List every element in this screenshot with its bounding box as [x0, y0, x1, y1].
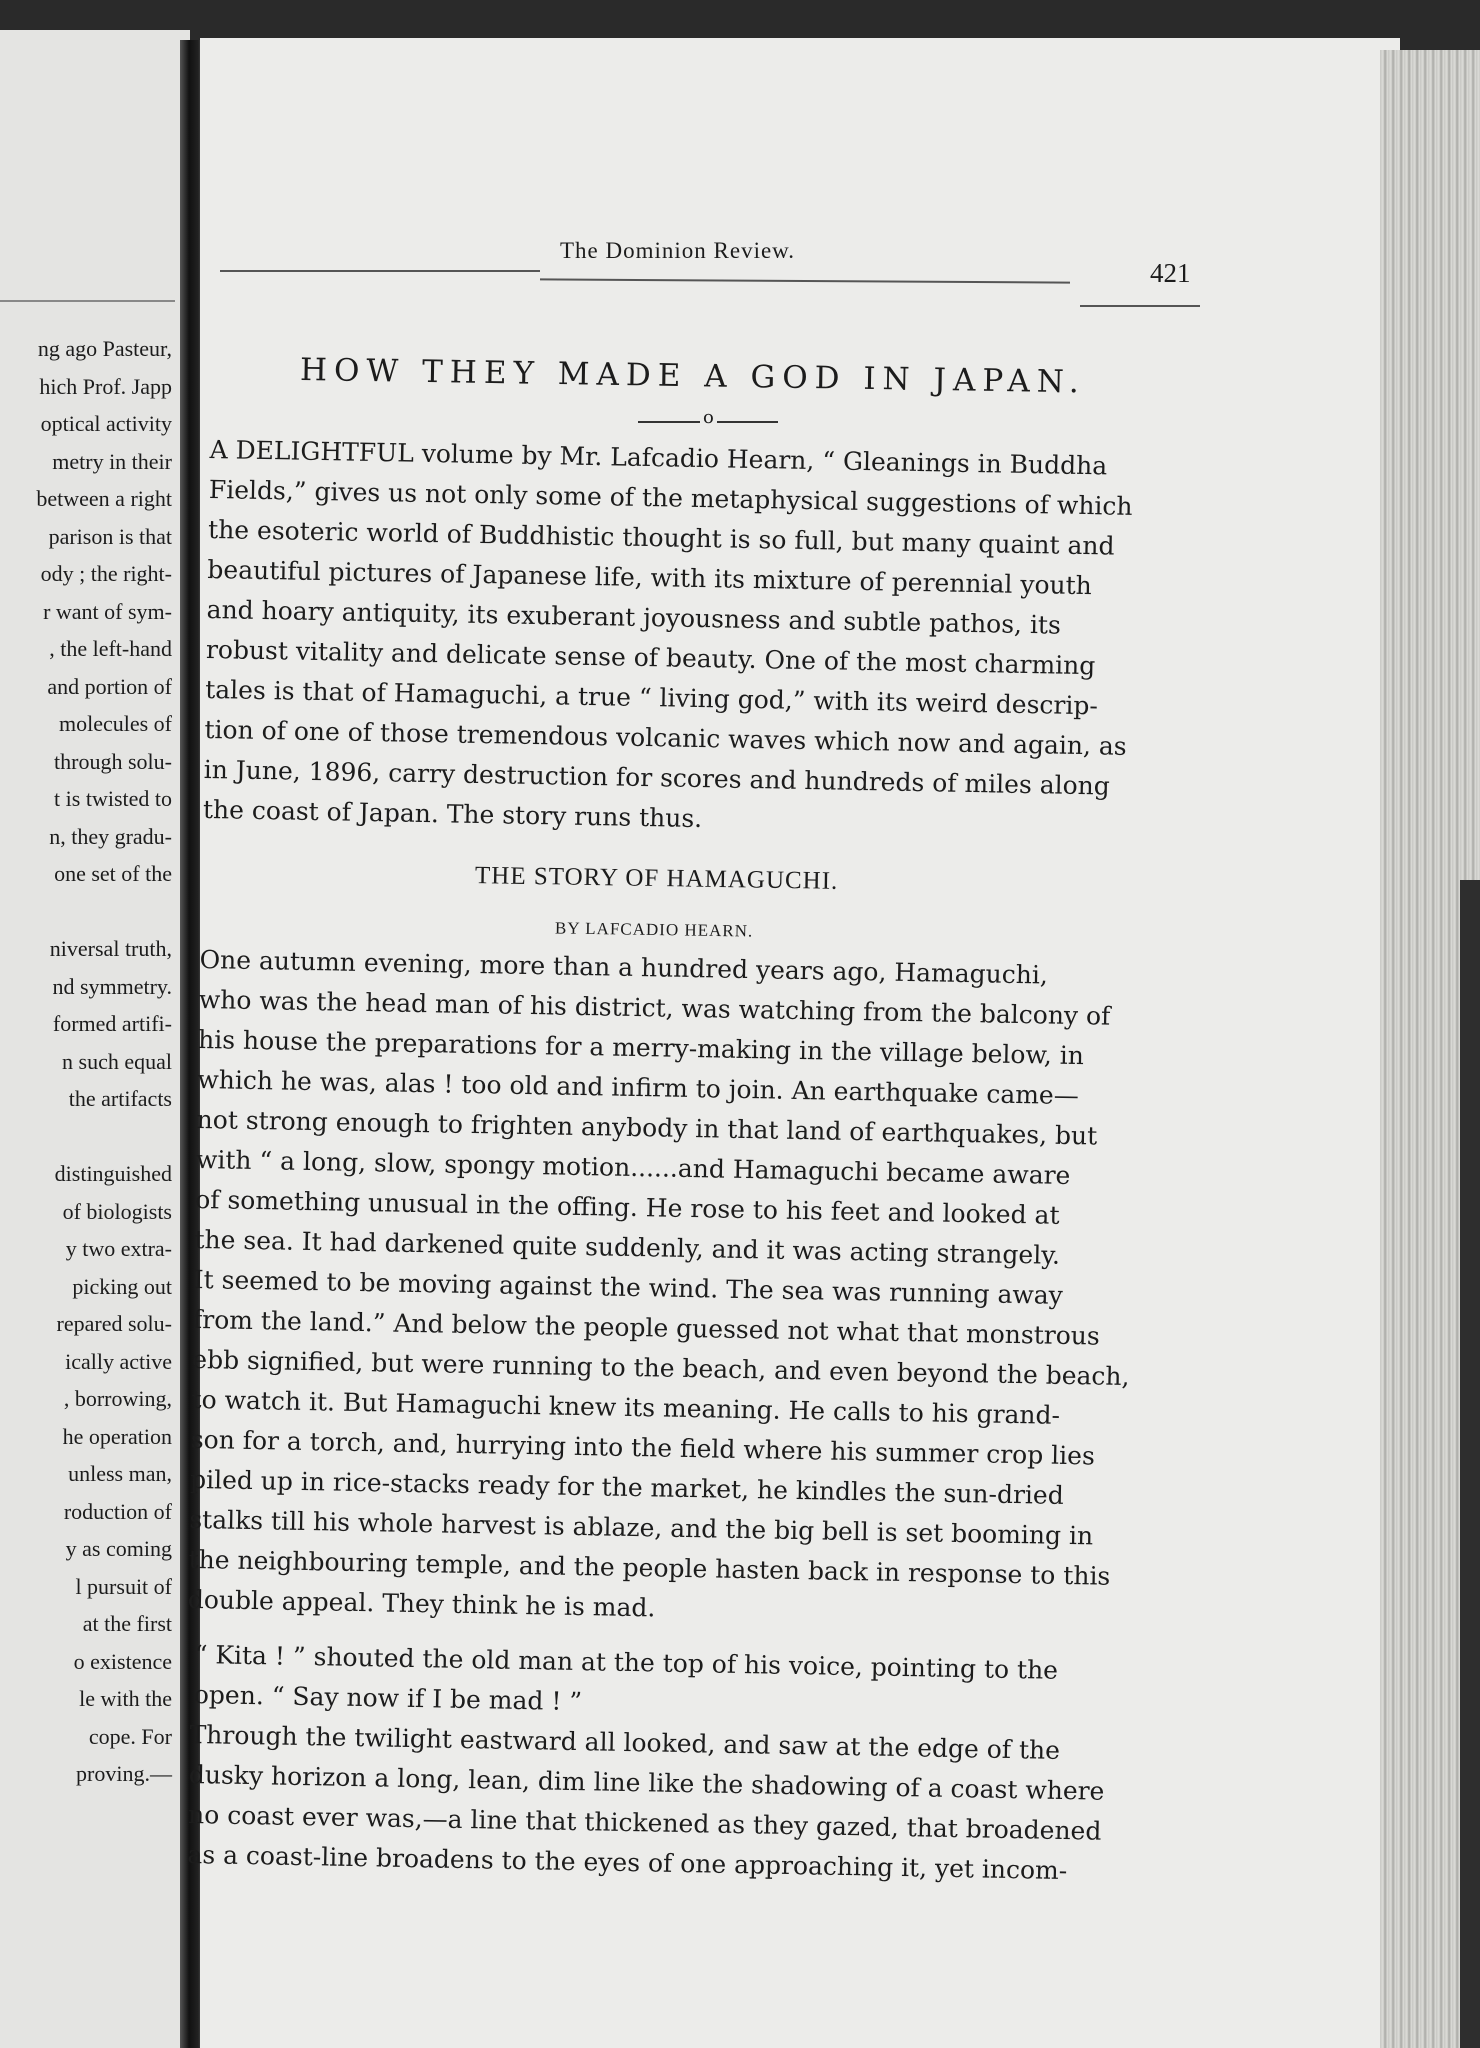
text-line: from the land.” And below the people guessed not what that monstrous [192, 1304, 1100, 1351]
story-byline: BY LAFCADIO HEARN. [554, 918, 754, 941]
article-title: HOW THEY MADE A GOD IN JAPAN. [299, 352, 1087, 401]
title-ornament [638, 415, 778, 429]
text-line: beautiful pictures of Japanese life, with its mixture of perennial youth [207, 554, 1093, 601]
text-line: tion of one of those tremendous volcanic waves which now and again, as [204, 714, 1127, 761]
left-facing-page [0, 30, 190, 2048]
text-line: Through the twilight eastward all looked, and saw at the edge of the [189, 1719, 1061, 1765]
left-page-line: proving.— [76, 1761, 172, 1786]
left-page-line: molecules of [58, 711, 172, 736]
left-page-line: ody ; the right- [40, 561, 172, 586]
text-line: open. “ Say now if I be mad ! ” [193, 1679, 583, 1717]
text-line: the coast of Japan. The story runs thus. [202, 794, 703, 834]
left-page-line: unless man, [68, 1461, 172, 1486]
text-line: It seemed to be moving against the wind. The sea was running away [193, 1264, 1064, 1310]
left-page-line: y two extra- [65, 1236, 172, 1261]
text-line: who was the head man of his district, was watching from the balcony of [198, 984, 1111, 1031]
text-line: of something unusual in the offing. He rose to his feet and looked at [194, 1184, 1060, 1230]
left-page-line: , the left-hand [49, 636, 172, 661]
text-line: his house the preparations for a merry-making in the village below, in [197, 1024, 1085, 1071]
left-page-line: metry in their [52, 448, 172, 474]
text-line: stalks till his whole harvest is ablaze, and the big bell is set booming in [189, 1504, 1094, 1551]
story-paragraph-1 [188, 940, 1200, 1638]
left-page-line: of biologists [62, 1198, 172, 1224]
left-page-line: between a right [36, 486, 172, 511]
left-page-line: o existence [73, 1648, 172, 1674]
left-page-line: , borrowing, [63, 1386, 172, 1411]
intro-paragraph [203, 430, 1200, 848]
text-line: which he was, alas ! too old and infirm to join. An earthquake came— [197, 1064, 1080, 1111]
left-page-header-rule [0, 300, 175, 302]
text-line: “ Kita ! ” shouted the old man at the top of his voice, pointing to the [194, 1639, 1059, 1685]
text-line: as a coast-line broadens to the eyes of one approaching it, yet incom- [187, 1839, 1068, 1886]
left-page-line: ically active [65, 1348, 172, 1374]
left-page-line: hich Prof. Japp [39, 373, 172, 399]
left-page-line: parison is that [48, 523, 172, 549]
left-page-line: picking out [72, 1273, 172, 1299]
text-line: son for a torch, and, hurrying into the field where his summer crop lies [190, 1424, 1096, 1471]
left-page-line: niversal truth, [49, 936, 172, 961]
text-line: in June, 1896, carry destruction for scores and hundreds of miles along [203, 754, 1111, 801]
left-page-line: one set of the [54, 861, 172, 886]
left-page-line: he operation [62, 1423, 172, 1449]
left-page-line: ng ago Pasteur, [37, 336, 172, 361]
text-line: the esoteric world of Buddhistic thought is so full, but many quaint and [207, 514, 1115, 561]
text-line: tales is that of Hamaguchi, a true “ living god,” with its weird descrip- [204, 674, 1099, 721]
left-page-line: through solu- [54, 748, 172, 774]
left-page-line [0, 1118, 172, 1156]
left-page-line: l pursuit of [75, 1573, 172, 1599]
text-line: One autumn evening, more than a hundred years ago, Hamaguchi, [199, 944, 1049, 990]
text-line: and hoary antiquity, its exuberant joyousness and subtle pathos, its [206, 594, 1062, 640]
left-page-line: repared solu- [56, 1311, 172, 1336]
left-page-line: and portion of [47, 673, 172, 699]
left-page-line [0, 893, 172, 931]
left-page-line: roduction of [63, 1498, 172, 1524]
text-line: no coast ever was,—a line that thickened as they gazed, that broadened [187, 1799, 1102, 1846]
text-line: ebb signified, but were running to the beach, and even beyond the beach, [192, 1344, 1130, 1392]
text-line: the sea. It had darkened quite suddenly, and it was acting strangely. [194, 1224, 1061, 1270]
left-page-line: le with the [79, 1686, 172, 1711]
running-title: The Dominion Review. [560, 238, 796, 263]
story-paragraph-3 [187, 1715, 1190, 1893]
text-line: dusky horizon a long, lean, dim line like the shadowing of a coast where [188, 1759, 1105, 1806]
story-title: THE STORY OF HAMAGUCHI. [474, 862, 839, 895]
left-page-line: t is twisted to [54, 786, 172, 811]
text-line: A DELIGHTFUL volume by Mr. Lafcadio Hearn, “ Gleanings in Buddha [209, 434, 1108, 481]
left-page-line: n, they gradu- [49, 823, 172, 849]
left-page-line: optical activity [40, 411, 172, 436]
left-page-line: distinguished [54, 1161, 172, 1186]
scan-right-band [1460, 880, 1480, 2048]
left-page-line: cope. For [88, 1723, 172, 1749]
left-page-line: formed artifi- [52, 1011, 172, 1036]
left-page-line: nd symmetry. [52, 973, 172, 999]
text-line: robust vitality and delicate sense of beauty. One of the most charming [205, 634, 1096, 681]
text-line: piled up in rice-stacks ready for the market, he kindles the sun-dried [189, 1464, 1065, 1510]
left-page-text [0, 330, 172, 1793]
left-page-line: at the first [82, 1611, 172, 1636]
left-page-line: n such equal [62, 1048, 172, 1074]
left-page-line: the artifacts [68, 1086, 172, 1111]
text-line: the neighbouring temple, and the people hasten back in response to this [188, 1544, 1111, 1591]
left-page-line: y as coming [65, 1536, 172, 1561]
text-line: with “ a long, slow, spongy motion......and Hamaguchi became aware [195, 1144, 1071, 1190]
text-line: not strong enough to frighten anybody in that land of earthquakes, but [196, 1104, 1098, 1151]
text-line: Fields,” gives us not only some of the metaphysical suggestions of which [208, 474, 1133, 521]
left-page-line: r want of sym- [43, 598, 172, 624]
text-line: double appeal. They think he is mad. [187, 1584, 656, 1623]
page-number: 421 [1150, 258, 1191, 288]
header-rule-left [220, 270, 540, 272]
header-rule-right [1080, 305, 1200, 307]
text-line: to watch it. But Hamaguchi knew its meaning. He calls to his grand- [191, 1384, 1061, 1430]
